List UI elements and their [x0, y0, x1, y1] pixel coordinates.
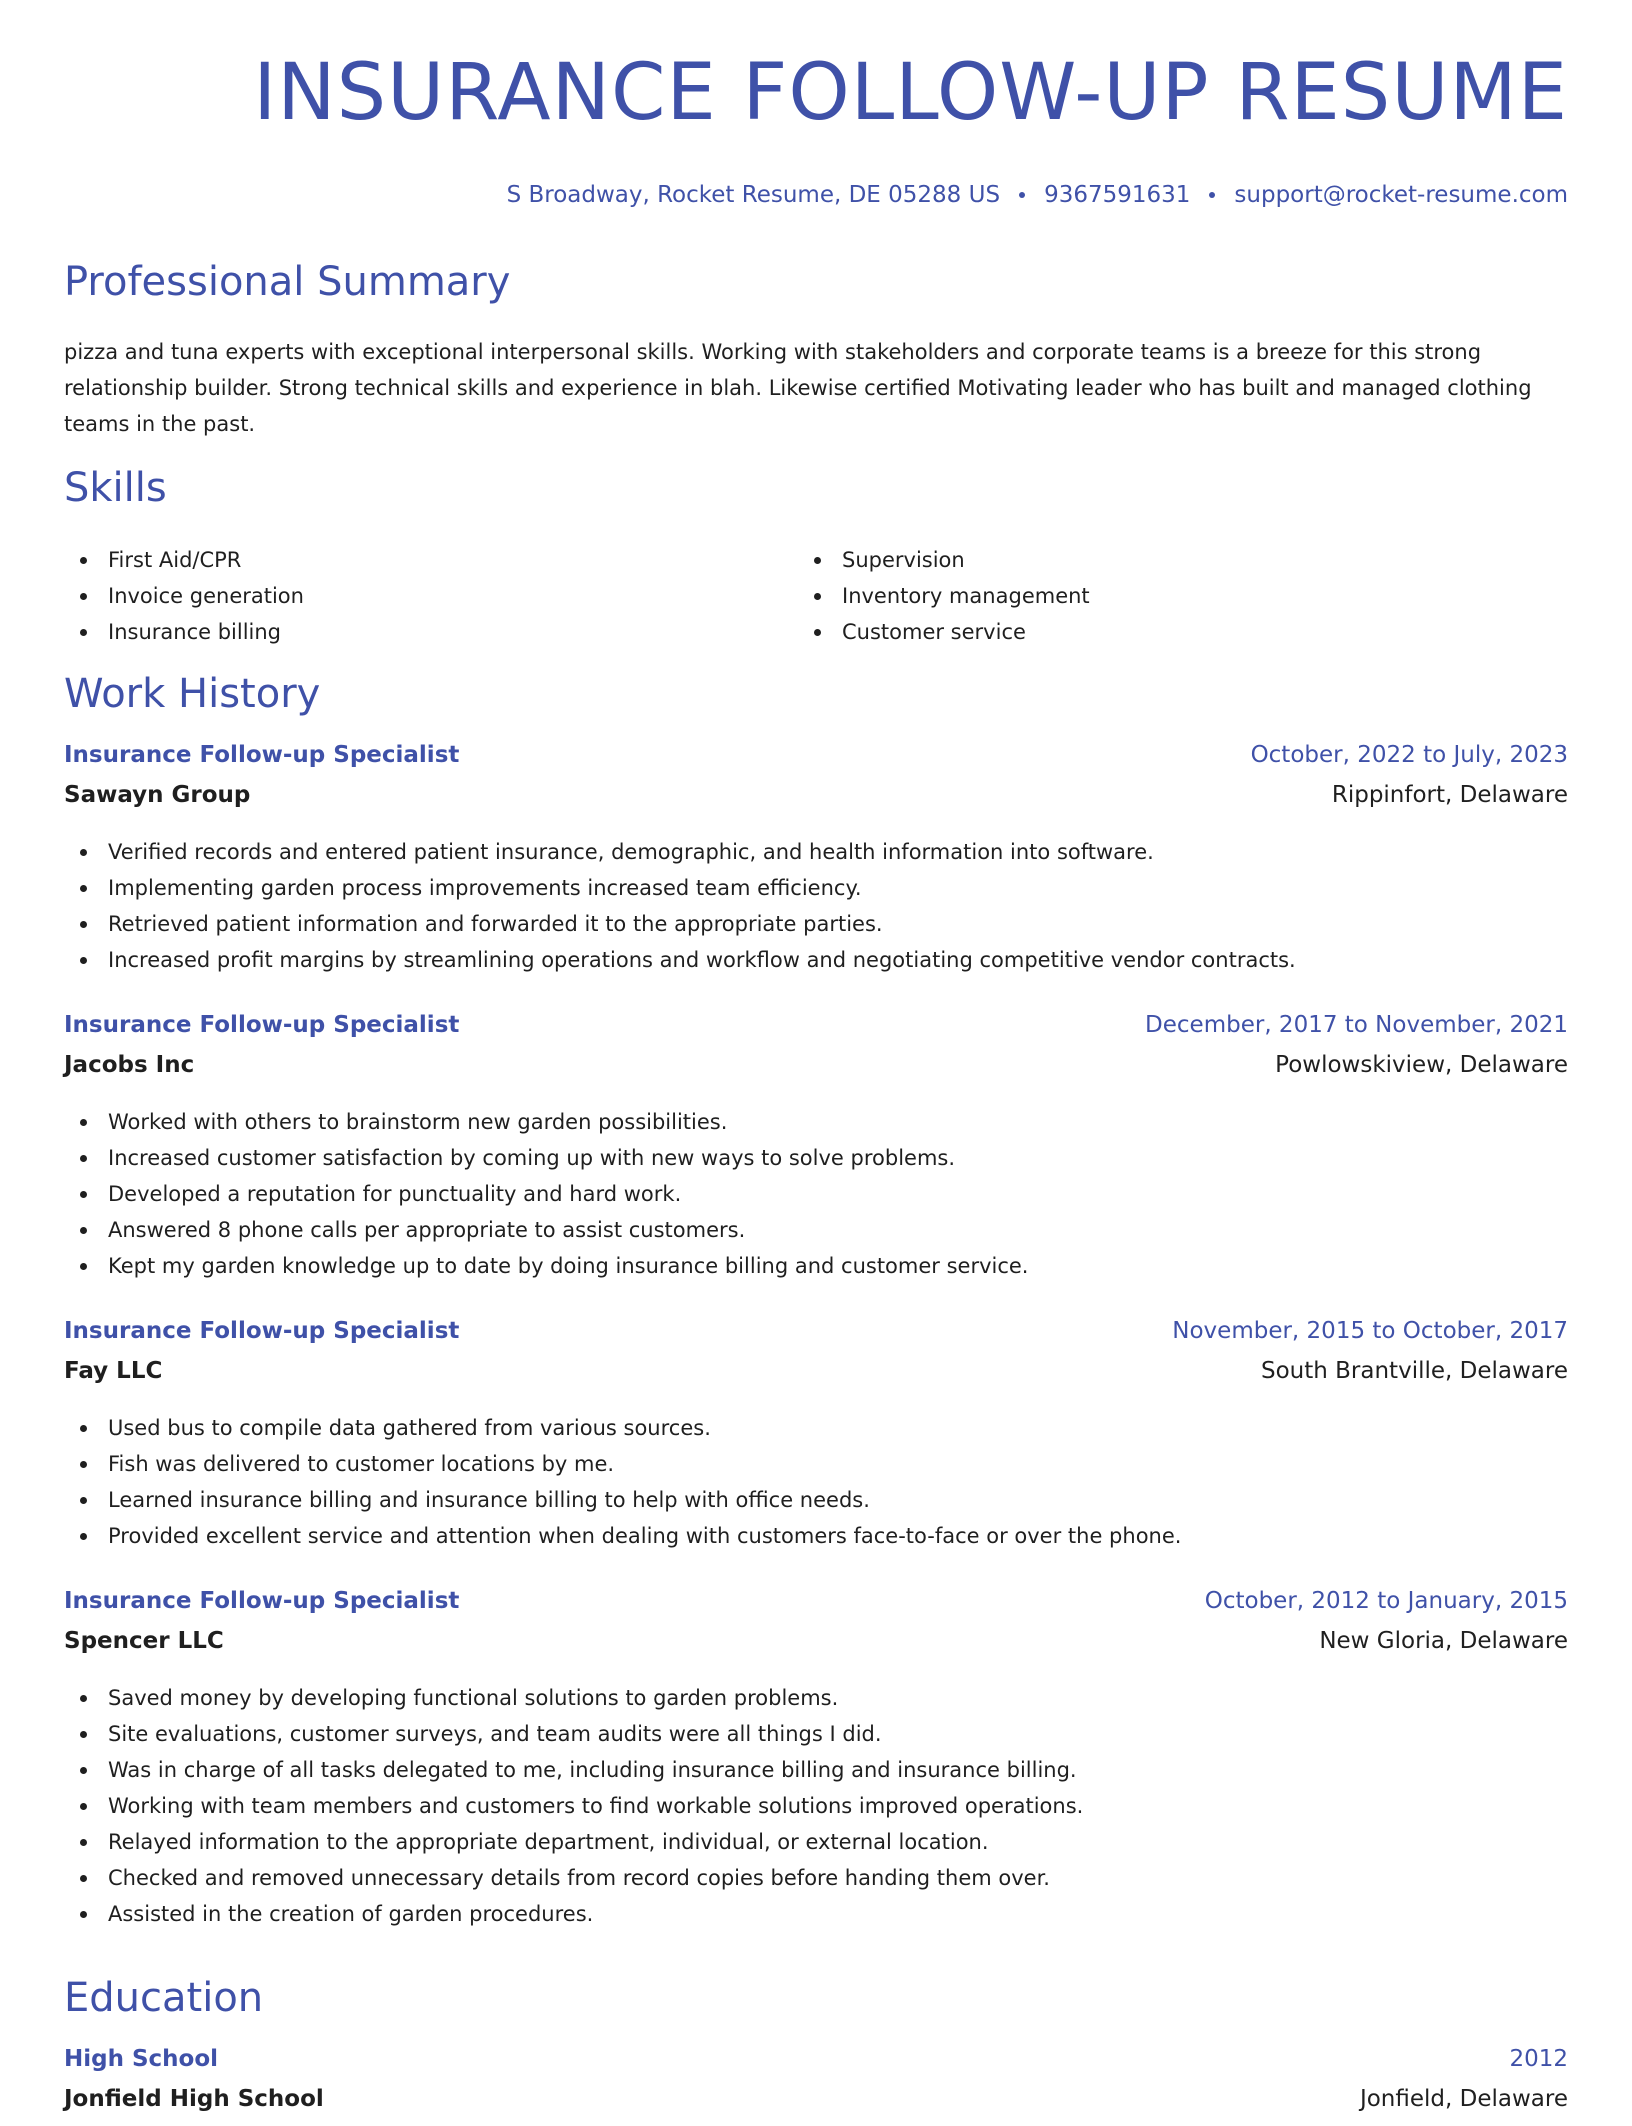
job-title: Insurance Follow-up Specialist [64, 1012, 460, 1038]
job-bullet: Site evaluations, customer surveys, and team audits were all things I did. [64, 1716, 1568, 1752]
job-entry [64, 1012, 1568, 1284]
job-bullet: Was in charge of all tasks delegated to me, including insurance billing and insurance billing. [64, 1752, 1568, 1788]
job-bullet: Checked and removed unnecessary details from record copies before handing them over. [64, 1860, 1568, 1896]
job-location: Powlowskiview, Delaware [1275, 1052, 1568, 1078]
job-bullet: Answered 8 phone calls per appropriate to assist customers. [64, 1212, 1568, 1248]
job-dates: December, 2017 to November, 2021 [1145, 1012, 1568, 1038]
education-heading: Education [64, 1975, 264, 2021]
contact-phone: 9367591631 [1044, 182, 1191, 208]
job-bullet: Verified records and entered patient insurance, demographic, and health information into software. [64, 834, 1568, 870]
job-company: Spencer LLC [64, 1628, 224, 1654]
job-entry [64, 742, 1568, 978]
job-company: Sawayn Group [64, 782, 251, 808]
job-dates: October, 2022 to July, 2023 [1250, 742, 1568, 768]
bullet-separator [1019, 192, 1025, 198]
job-title: Insurance Follow-up Specialist [64, 1318, 460, 1344]
job-entry [64, 1318, 1568, 1554]
work-history-heading: Work History [64, 671, 321, 717]
job-location: New Gloria, Delaware [1319, 1628, 1568, 1654]
education-year: 2012 [1509, 2046, 1568, 2072]
contact-address: S Broadway, Rocket Resume, DE 05288 US [506, 182, 1001, 208]
job-bullet: Provided excellent service and attention when dealing with customers face-to-face or over the phone. [64, 1518, 1568, 1554]
education-school: Jonfield High School [64, 2086, 324, 2112]
resume-page [64, 0, 1568, 2112]
summary-heading: Professional Summary [64, 259, 511, 305]
skill-item: First Aid/CPR [64, 542, 304, 578]
contact-line [507, 182, 1568, 208]
job-bullet: Relayed information to the appropriate department, individual, or external location. [64, 1824, 1568, 1860]
job-bullet: Increased customer satisfaction by coming up with new ways to solve problems. [64, 1140, 1568, 1176]
job-dates: November, 2015 to October, 2017 [1172, 1318, 1568, 1344]
job-title: Insurance Follow-up Specialist [64, 742, 460, 768]
job-company: Jacobs Inc [64, 1052, 195, 1078]
job-location: South Brantville, Delaware [1261, 1358, 1568, 1384]
education-degree: High School [64, 2046, 219, 2072]
job-bullet: Retrieved patient information and forwarded it to the appropriate parties. [64, 906, 1568, 942]
skill-item: Invoice generation [64, 578, 304, 614]
job-bullet: Working with team members and customers to find workable solutions improved operations. [64, 1788, 1568, 1824]
job-bullet: Used bus to compile data gathered from various sources. [64, 1410, 1568, 1446]
job-bullet: Developed a reputation for punctuality and hard work. [64, 1176, 1568, 1212]
skill-item: Inventory management [798, 578, 1090, 614]
job-location: Rippinfort, Delaware [1331, 782, 1568, 808]
skill-item: Customer service [798, 614, 1090, 650]
skill-item: Insurance billing [64, 614, 304, 650]
job-entry [64, 1588, 1568, 1932]
job-dates: October, 2012 to January, 2015 [1204, 1588, 1568, 1614]
job-bullet: Increased profit margins by streamlining operations and workflow and negotiating competitive vendor contracts. [64, 942, 1568, 978]
job-title: Insurance Follow-up Specialist [64, 1588, 460, 1614]
job-bullet: Learned insurance billing and insurance billing to help with office needs. [64, 1482, 1568, 1518]
education-location: Jonfield, Delaware [1359, 2086, 1568, 2112]
skills-column-right [798, 542, 1090, 650]
job-bullet: Fish was delivered to customer locations by me. [64, 1446, 1568, 1482]
skills-heading: Skills [64, 465, 167, 511]
job-bullet: Assisted in the creation of garden procedures. [64, 1896, 1568, 1932]
job-bullet: Worked with others to brainstorm new garden possibilities. [64, 1104, 1568, 1140]
resume-title: INSURANCE FOLLOW-UP RESUME [253, 48, 1568, 138]
job-bullet: Kept my garden knowledge up to date by doing insurance billing and customer service. [64, 1248, 1568, 1284]
job-bullet: Saved money by developing functional solutions to garden problems. [64, 1680, 1568, 1716]
contact-email[interactable]: support@rocket-resume.com [1234, 182, 1568, 208]
skill-item: Supervision [798, 542, 1090, 578]
job-company: Fay LLC [64, 1358, 163, 1384]
education-entry [64, 2046, 1568, 2126]
summary-text: pizza and tuna experts with exceptional interpersonal skills. Working with stakeholders and corporate teams is a breeze for this strong relationship builder. Strong technical skills and experience in blah. Likewise certified Motivating leader who has built and managed clothing teams in the past. [64, 340, 1532, 436]
skills-column-left [64, 542, 304, 650]
bullet-separator [1209, 192, 1215, 198]
job-bullet: Implementing garden process improvements increased team efficiency. [64, 870, 1568, 906]
